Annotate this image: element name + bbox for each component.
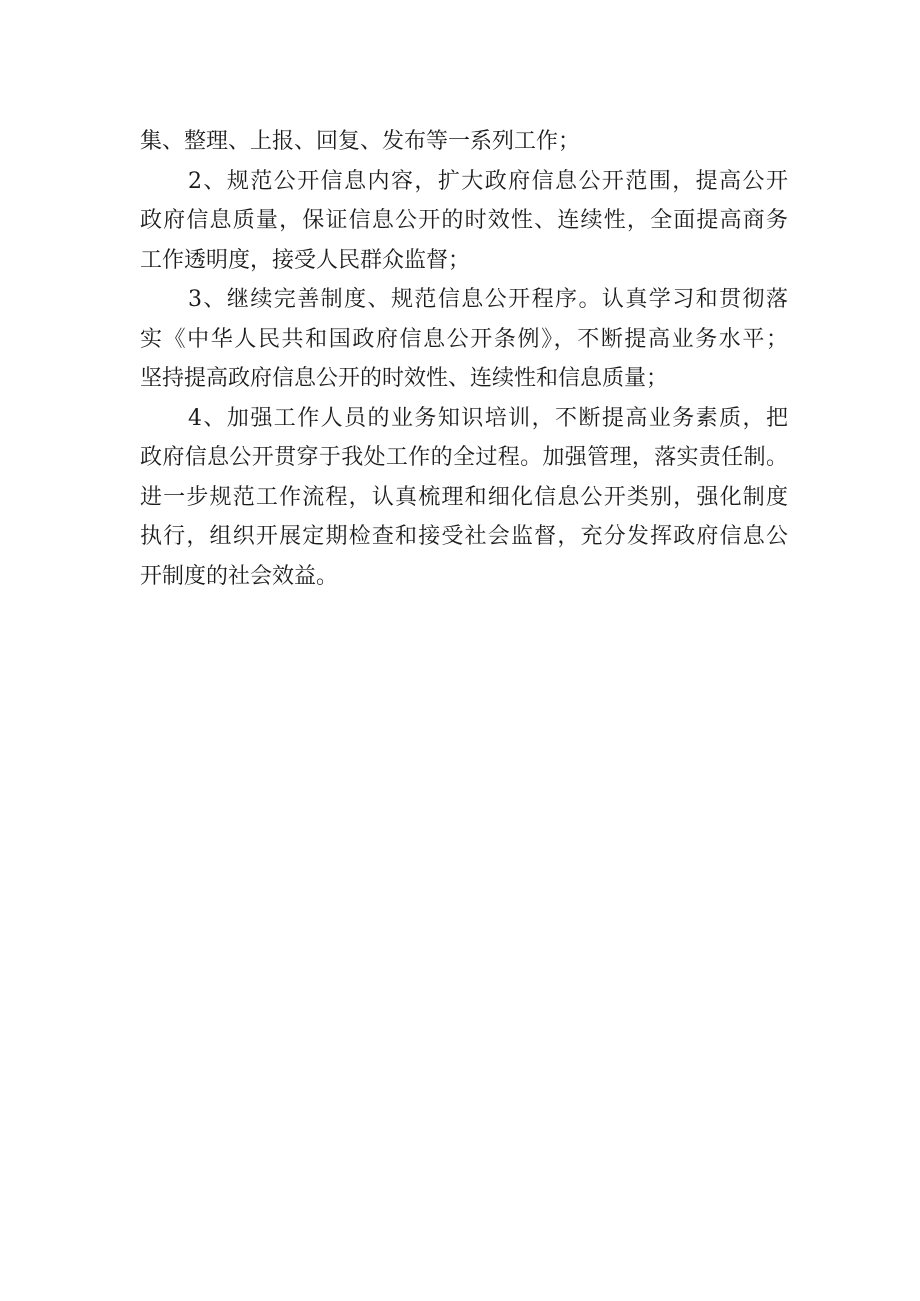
text-line: 政府信息质量，保证信息公开的时效性、连续性，全面提高商务 bbox=[140, 208, 788, 233]
text-line: 开制度的社会效益。 bbox=[140, 563, 339, 589]
text-line: 工作透明度，接受人民群众监督； bbox=[140, 247, 471, 273]
text-line: 进一步规范工作流程，认真梳理和细化信息公开类别，强化制度 bbox=[140, 484, 788, 510]
text-line: 4、加强工作人员的业务知识培训，不断提高业务素质，把 bbox=[188, 405, 788, 431]
text-line: 集、整理、上报、回复、发布等一系列工作； bbox=[140, 129, 581, 154]
paragraph-1 bbox=[140, 122, 788, 162]
text-line: 3、继续完善制度、规范信息公开程序。认真学习和贯彻落 bbox=[188, 287, 788, 312]
paragraph-3 bbox=[140, 280, 788, 399]
document-body bbox=[140, 122, 788, 596]
paragraph-4 bbox=[140, 399, 788, 597]
text-line: 2、规范公开信息内容，扩大政府信息公开范围，提高公开 bbox=[188, 168, 788, 194]
text-line: 坚持提高政府信息公开的时效性、连续性和信息质量； bbox=[140, 366, 669, 391]
paragraph-2 bbox=[140, 162, 788, 281]
text-line: 政府信息公开贯穿于我处工作的全过程。加强管理，落实责任制。 bbox=[140, 445, 788, 470]
text-line: 执行，组织开展定期检查和接受社会监督，充分发挥政府信息公 bbox=[140, 524, 788, 549]
text-line: 实《中华人民共和国政府信息公开条例》，不断提高业务水平； bbox=[140, 326, 788, 352]
